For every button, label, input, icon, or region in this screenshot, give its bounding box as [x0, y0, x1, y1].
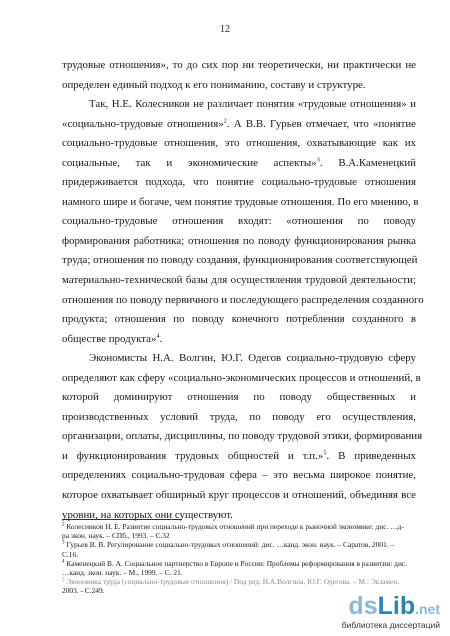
text-line: [62, 408, 416, 428]
text-segment: производственных условий труда, по поводу его осуществления,: [62, 410, 416, 423]
text-line: [62, 95, 416, 115]
text-segment: .: [159, 332, 163, 345]
text-line: [62, 56, 416, 76]
text-line: [62, 291, 424, 311]
text-segment: придерживается подхода, что понятие социально-трудовые отношения: [62, 176, 416, 189]
text-line: [62, 486, 416, 506]
text-segment: обществе продукта»: [62, 332, 157, 345]
text-segment: социальные, так и экономические аспекты»: [62, 156, 317, 169]
text-line: [62, 232, 416, 252]
text-segment: . А В.В. Гурьев отмечает, что «понятие: [226, 117, 416, 130]
footnote-number: 2: [62, 522, 65, 528]
footnote-text: Экономика труда (социально-трудовые отношения) / Под ред. Н.А.Волгина, Ю.Г. Одегова. – М.: Экзамен,: [66, 577, 400, 587]
text-segment: которое охватывает обширный круг процессов и отношений, объединяя все: [62, 489, 416, 502]
text-line: [62, 193, 419, 213]
text-segment: социально-трудовые отношения, это отношения, охватывающие как их: [62, 137, 416, 150]
text-line: [62, 310, 416, 330]
text-segment: организации, оплаты, дисциплины, по поводу трудовой этики, формирования: [62, 430, 423, 443]
footnote-line: [62, 559, 416, 568]
footnote-text: Каменецкий В. А. Социальное партнерство в Европе и России: Проблемы реформирования в развитии: дис.: [66, 558, 408, 568]
text-segment: формирования работника; отношения по поводу функционирования рынка: [62, 234, 416, 247]
text-line: [62, 388, 416, 408]
footnote-line: [62, 550, 416, 559]
text-segment: определен единый подход к его пониманию, составу и структуре.: [62, 78, 366, 91]
footnote-text: 2003. - С.249.: [62, 586, 105, 596]
footnote-ref[interactable]: 3: [316, 156, 320, 164]
text-line: [62, 330, 416, 350]
footnote-line: [62, 577, 416, 586]
text-line: [62, 251, 416, 271]
dslib-logo[interactable]: [316, 592, 440, 632]
footnote-text: С.16.: [62, 549, 79, 559]
logo-wordmark: [316, 592, 440, 620]
text-line: [62, 76, 416, 96]
footnote-line: [62, 540, 416, 549]
text-segment: определениях социально-трудовая сфера – это весьма широкое понятие,: [62, 469, 416, 482]
text-segment: продукта; отношения по поводу конечного потребления созданного в: [62, 313, 416, 326]
footnotes: [62, 522, 416, 596]
text-segment: труда; отношения по поводу создания, функционирования соответствующей: [62, 254, 418, 267]
logo-lib: Lib: [377, 592, 416, 620]
footnote-text: Колесников Н. Е. Развитие социально-трудовых отношений при переходе к рыночной экономике: дис. …д-: [66, 522, 404, 531]
footnote-ref[interactable]: 4: [156, 332, 160, 340]
text-line: [62, 466, 416, 486]
text-segment: «социально-трудовые отношения»: [62, 117, 224, 130]
logo-net: .net: [415, 601, 440, 617]
logo-subtitle: библиотека диссертаций: [341, 620, 440, 630]
text-segment: . В приведенных: [326, 449, 416, 462]
text-segment: уровни, на которых они существуют.: [62, 508, 233, 521]
logo-ds: ds: [348, 592, 378, 620]
footnote-ref[interactable]: 2: [223, 117, 227, 125]
text-line: [62, 115, 416, 135]
text-segment: и функционирования трудовых общностей и т.п.»: [62, 449, 324, 462]
text-segment: которой доминируют отношения по поводу общественных и: [62, 391, 416, 404]
text-segment: трудовые отношения», то до сих пор ни теоретически, ни практически не: [62, 59, 416, 71]
text-segment: . В.А.Каменецкий: [319, 156, 417, 169]
footnote-number: 5: [62, 577, 65, 583]
footnote-ref[interactable]: 5: [323, 449, 327, 457]
text-line: [62, 349, 416, 369]
footnote-line: [62, 522, 416, 531]
text-segment: намного шире и богаче, чем понятие трудовые отношения. По его мнению, в: [62, 195, 419, 208]
footnote-text: …канд. экон. наук. – М., 1999. – С. 21.: [62, 567, 183, 577]
footnote-separator: [62, 519, 182, 520]
text-segment: Так, Н.Е. Колесников не различает понятия «трудовые отношения» и: [89, 98, 416, 111]
text-line: [62, 212, 416, 232]
text-line: [62, 154, 416, 174]
body-text: [62, 56, 424, 525]
text-segment: социально-трудовые отношения входят: «отношения по поводу: [62, 215, 416, 228]
text-segment: Экономисты Н.А. Волгин, Ю.Г. Одегов социально-трудовую сферу: [89, 352, 416, 365]
text-segment: определяют как сферу «социально-экономических процессов и отношений, в: [62, 371, 421, 384]
text-line: [62, 369, 421, 389]
text-segment: отношения по поводу первичного и последующего распределения созданного: [62, 293, 424, 306]
page-number: 12: [220, 24, 230, 35]
footnote-line: [62, 531, 416, 540]
text-line: [62, 427, 423, 447]
text-line: [62, 447, 416, 467]
text-segment: материально-технической базы для осуществления трудовой деятельности;: [62, 274, 416, 287]
footnote-text: Гурьев В. В. Регулирование социально-трудовых отношений: дис. …канд. экон. наук. – Саратов, 2001. –: [66, 540, 395, 550]
text-line: [62, 271, 416, 291]
footnote-text: ра экон. наук. – СПб., 1993. – С.32: [62, 531, 170, 541]
footnote-number: 4: [62, 559, 65, 565]
text-line: [62, 173, 416, 193]
text-line: [62, 134, 416, 154]
footnote-number: 3: [62, 540, 65, 546]
footnote-line: [62, 568, 416, 577]
